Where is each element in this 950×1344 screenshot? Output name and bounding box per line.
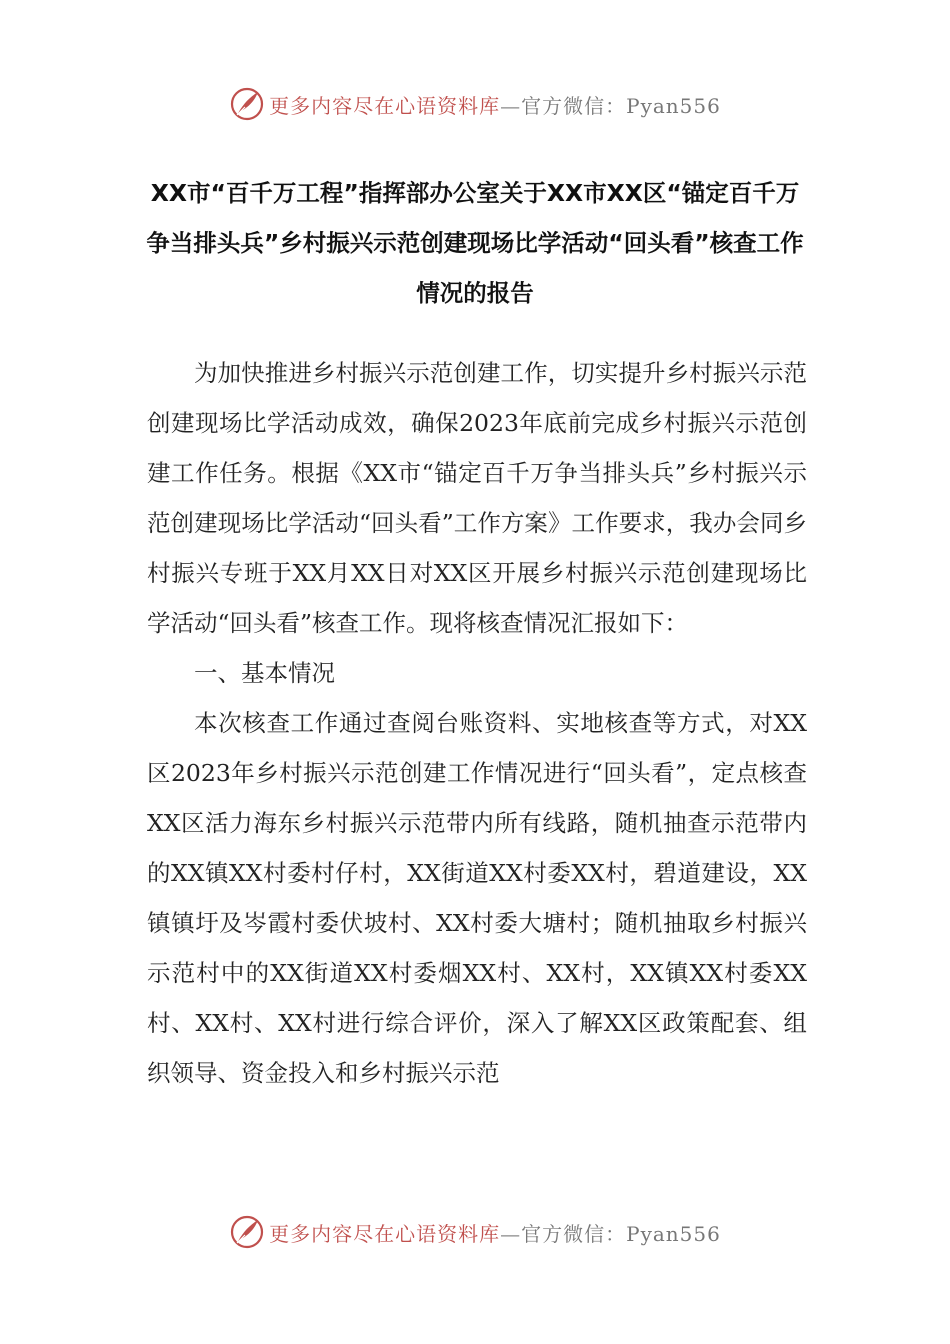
watermark-wechat: 官方微信：Pyan556 [521,1221,721,1246]
section-heading-basic-situation: 一、基本情况 [194,659,335,687]
watermark-separator: — [500,93,522,118]
header-watermark [0,84,950,124]
watermark-text [269,1218,721,1247]
watermark-brand: 更多内容尽在心语资料库 [269,1221,501,1246]
basic-situation-paragraph: 本次核查工作通过查阅台账资料、实地核查等方式，对XX区2023年乡村振兴示范创建工作情况进行“回头看”，定点核查XX区活力海东乡村振兴示范带内所有线路，随机抽查示范带内的XX镇XX村委村仔村，XX街道XX村委XX村，碧道建设，XX镇镇圩及岑霞村委伏坡村、XX村委大塘村；随机抽取乡村振兴示范村中的XX街道XX村委烟XX村、XX村，XX镇XX村委XX村、XX村、XX村进行综合评价，深入了解XX区政策配套、组织领导、资金投入和乡村振兴示范 [147,709,807,1087]
footer-watermark [0,1212,950,1252]
watermark-separator: — [500,1221,522,1246]
document-body [147,348,807,1098]
watermark-wechat: 官方微信：Pyan556 [521,93,721,118]
quill-pen-logo-icon [229,1214,265,1250]
watermark-text [269,90,721,119]
intro-paragraph: 为加快推进乡村振兴示范创建工作，切实提升乡村振兴示范创建现场比学活动成效，确保2023年底前完成乡村振兴示范创建工作任务。根据《XX市“锚定百千万争当排头兵”乡村振兴示范创建现场比学活动“回头看”工作方案》工作要求，我办会同乡村振兴专班于XX月XX日对XX区开展乡村振兴示范创建现场比学活动“回头看”核查工作。现将核查情况汇报如下： [147,359,807,637]
document-title: XX市“百千万工程”指挥部办公室关于XX市XX区“锚定百千万争当排头兵”乡村振兴示范创建现场比学活动“回头看”核查工作情况的报告 [146,179,804,307]
watermark-brand: 更多内容尽在心语资料库 [269,93,501,118]
quill-pen-logo-icon [229,86,265,122]
